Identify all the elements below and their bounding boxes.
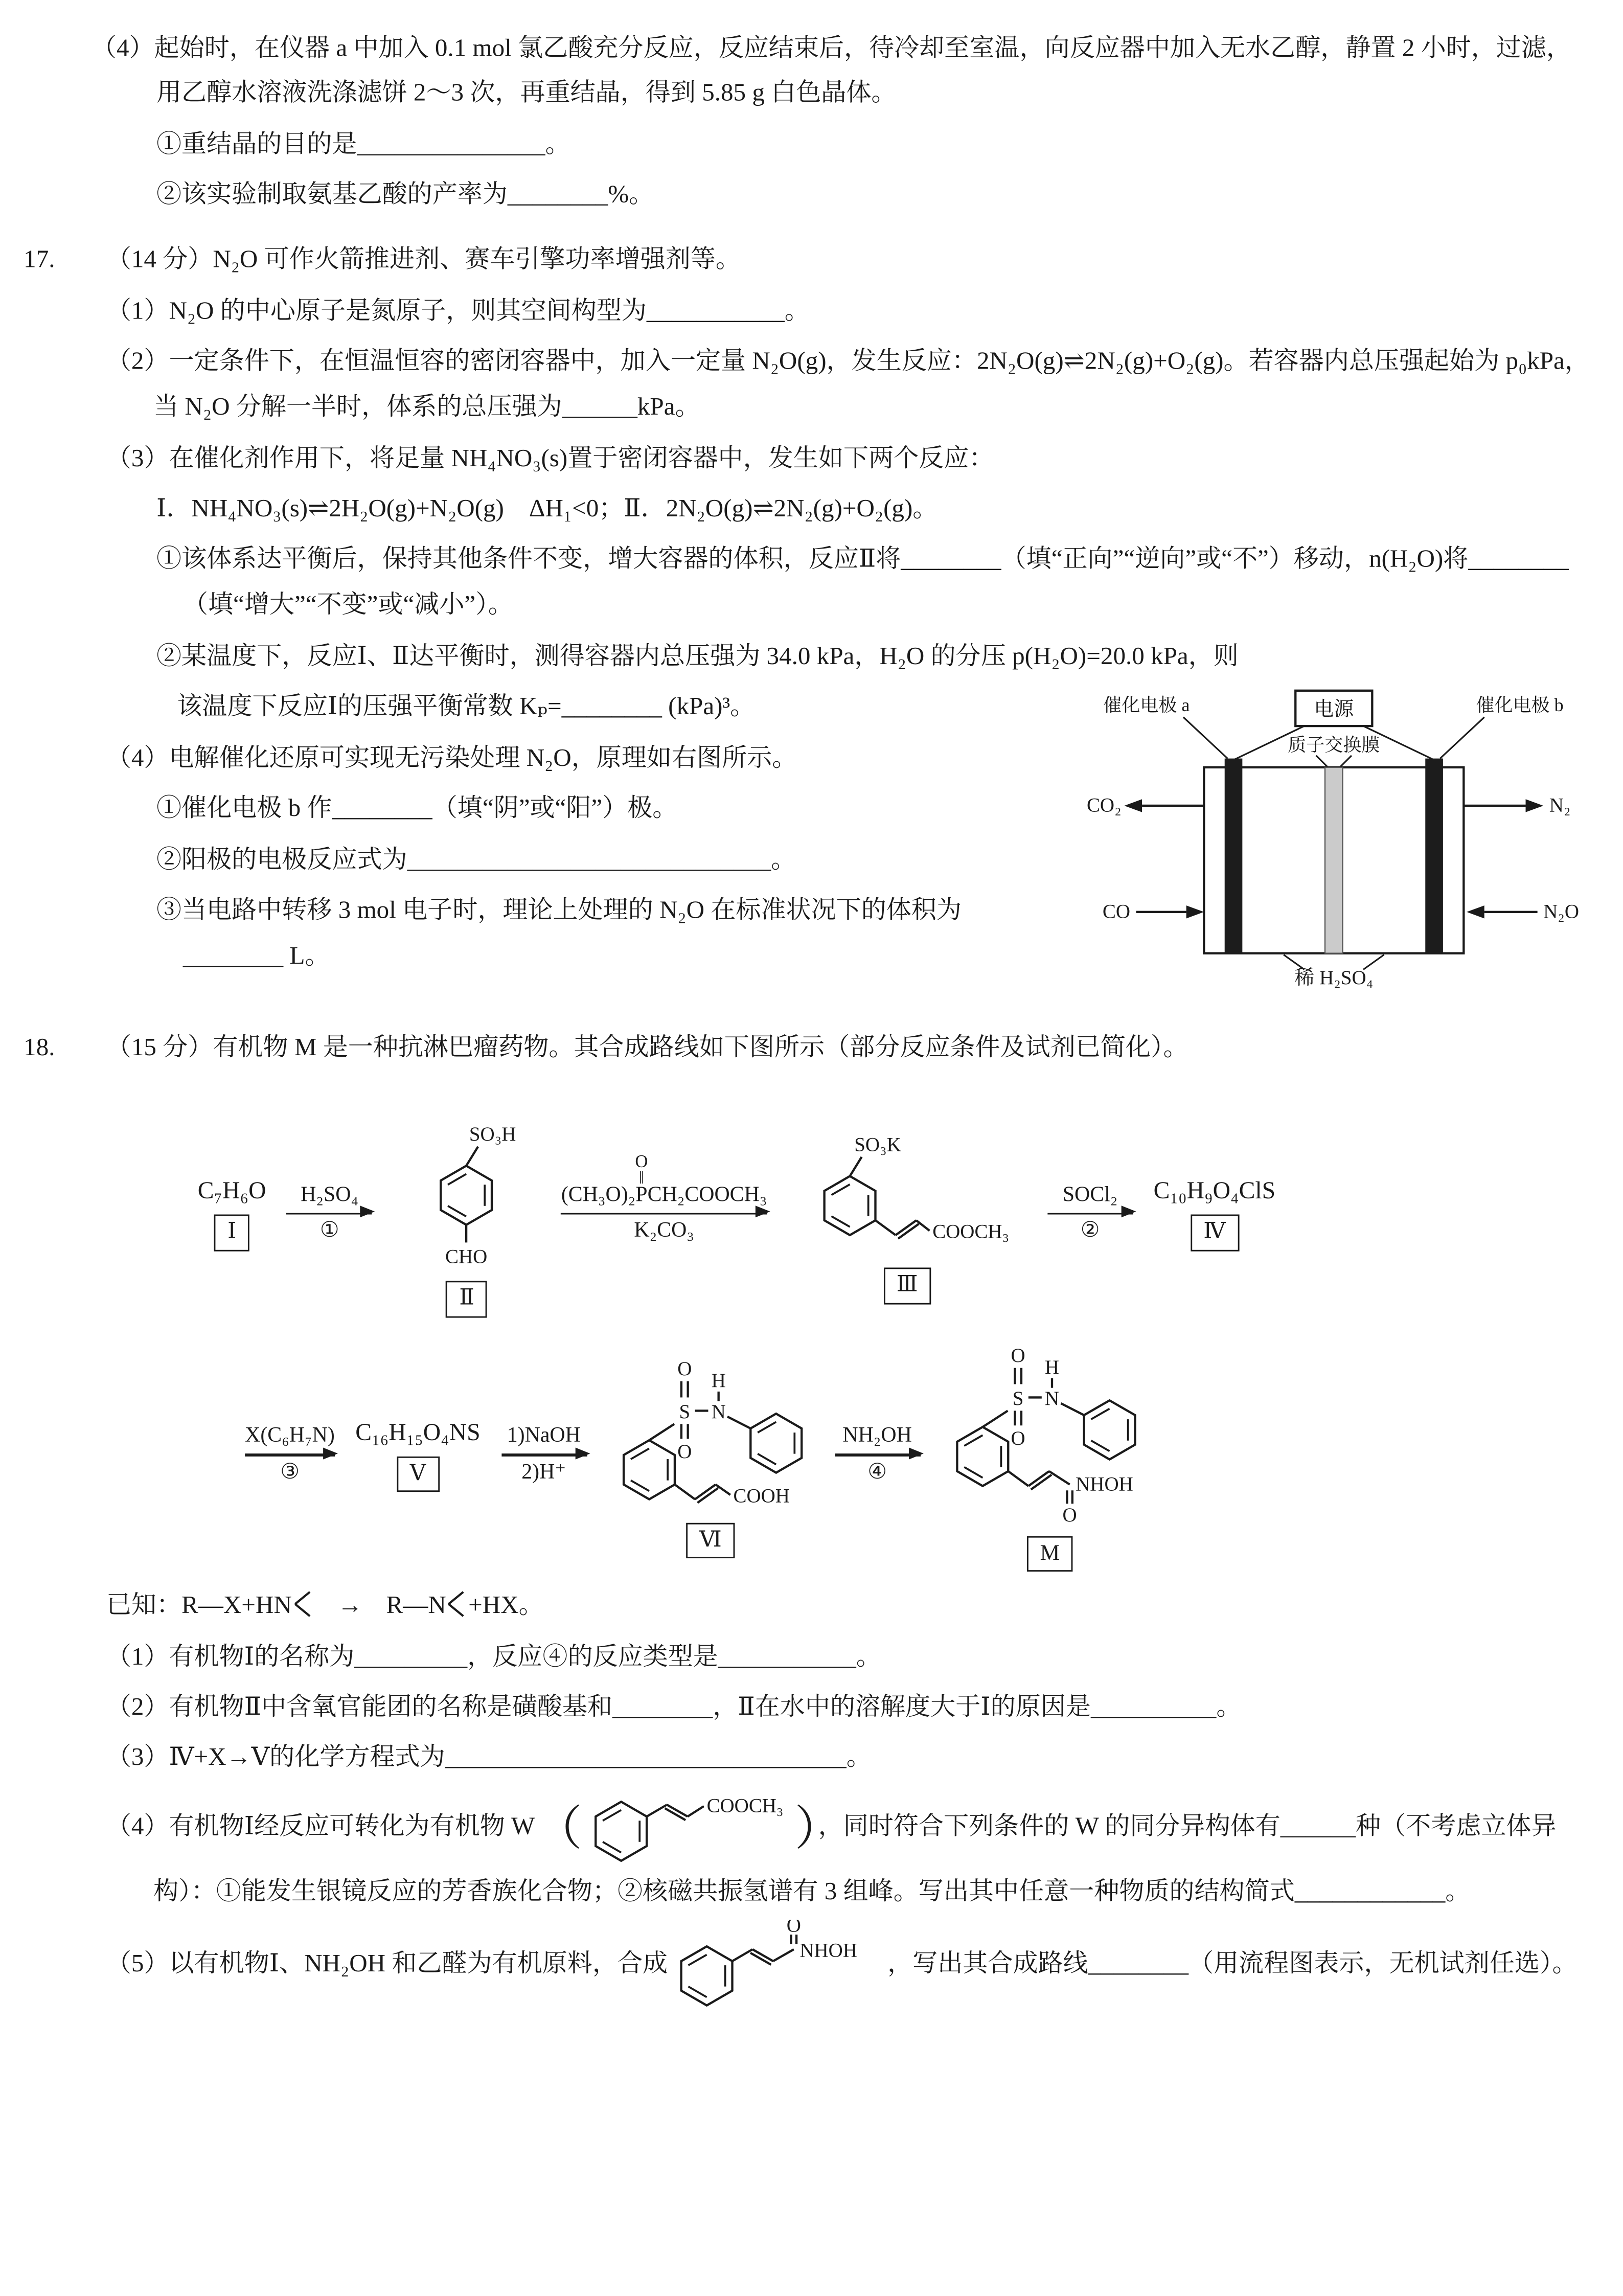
benzene-ring-icon [1083, 1400, 1134, 1459]
cho-label: CHO [445, 1246, 488, 1268]
q17-stem: （14 分）N₂O 可作火箭推进剂、赛车引擎功率增强剂等。 [106, 245, 741, 274]
reagent-nh2oh: NH₂OH [842, 1424, 912, 1448]
cooh-label: COOH [733, 1484, 789, 1507]
reagent-phosphonate [561, 1151, 767, 1208]
question-18 [24, 1026, 1593, 2012]
close-paren: ） [794, 1801, 818, 1855]
compound-V [355, 1418, 480, 1492]
q18-sub4-lead: （4）有机物Ⅰ经反应可转化为有机物 W [106, 1811, 535, 1840]
arrow-shaft-icon [561, 1212, 767, 1215]
q17-sub1: （1）N₂O 的中心原子是氮原子，则其空间构型为___________。 [106, 296, 810, 325]
scheme-row-2 [245, 1338, 1593, 1572]
catalytic-electrode-b-label: 催化电极 b [1476, 695, 1564, 716]
compound-V-formula: C₁₆H₁₅O₄NS [355, 1417, 481, 1446]
structure-target-5 [671, 1920, 885, 2012]
coome-label: COOCH₃ [932, 1221, 1009, 1243]
q17-sub3: （3）在催化剂作用下，将足量 NH₄NO₃(s)置于密闭容器中，发生如下两个反应： [106, 443, 994, 472]
structure-II [393, 1110, 541, 1272]
coome-label: COOCH₃ [706, 1794, 783, 1817]
scheme-arrow-5 [501, 1424, 586, 1485]
s-atom-label: S [678, 1400, 690, 1422]
step-3-label: ③ [280, 1460, 300, 1484]
q18-header [24, 1026, 1593, 1072]
step-1-label: ① [319, 1219, 339, 1243]
known-hx: +HX。 [468, 1590, 544, 1619]
n-atom-label: N [711, 1400, 725, 1422]
q17-header [24, 238, 1593, 283]
benzene-ring-icon [680, 1947, 732, 2006]
q18-sub5-rest: ，写出其合成路线________（用流程图表示，无机试剂任选）。 [887, 1949, 1578, 1978]
co2-arrow-head [1124, 800, 1142, 812]
q17-sub3-item1: ①该体系达平衡后，保持其他条件不变，增大容器的体积，反应Ⅱ将________（填“正向”“逆向”或“不”）移动，n(H₂O)将________（填“增大”“不变”或“减小”）。 [156, 545, 1569, 619]
co2-label: CO₂ [1086, 794, 1122, 817]
scheme-row-1 [198, 1110, 1594, 1317]
question-16-part4 [24, 26, 1593, 219]
open-paren: （ [535, 1801, 582, 1855]
arrow-shaft-icon [1047, 1212, 1133, 1215]
arrow-shaft-icon [245, 1453, 335, 1456]
q18-number: 18. [24, 1033, 55, 1061]
structure-III [788, 1123, 1027, 1259]
q17-sub4: （4）电解催化还原可实现无污染处理 N₂O，原理如右图所示。 [106, 743, 797, 771]
q18-sub5 [106, 1920, 1593, 2012]
o-atom-label: O [676, 1440, 692, 1462]
pointer-electrode-a [1183, 717, 1228, 759]
phosphonate-pre: (CH₃O)₂ [561, 1183, 636, 1207]
compound-I [198, 1176, 266, 1251]
phosphonate-post: CH₂COOCH₃ [647, 1183, 767, 1207]
q17-sub3-equations: Ⅰ．NH₄NO₃(s)⇌2H₂O(g)+N₂O(g) ΔH₁<0；Ⅱ．2N₂O(g)⇌2N₂(g)+O₂(g)。 [156, 494, 938, 522]
p-double-bond-o [635, 1151, 648, 1189]
n2-arrow-head [1526, 800, 1544, 812]
structure-W [585, 1787, 792, 1870]
proton-exchange-membrane-label: 质子交换膜 [1288, 735, 1380, 756]
carbonyl-o-label: O [1062, 1503, 1077, 1526]
carbonyl-o-label: O [786, 1920, 801, 1937]
q17-tail-with-figure [24, 685, 1593, 1007]
electrode-b-bar [1425, 759, 1443, 953]
reagent-k2co3: K₂CO₃ [634, 1219, 694, 1243]
h-atom-label: H [711, 1369, 725, 1392]
q18-sub4-rest: ，同时符合下列条件的 W 的同分异构体有______种（不考虑立体异构）：①能发生银镜反应的芳香族化合物；②核磁共振氢谱有 3 组峰。写出其中任意一种物质的结构简式____________。 [153, 1811, 1557, 1905]
benzene-ring-icon [956, 1426, 1008, 1485]
reagent-x-amine: X(C₆H₇N) [245, 1424, 335, 1448]
scheme-arrow-2 [561, 1151, 767, 1243]
compound-IV-tag: Ⅳ [1190, 1215, 1239, 1251]
reagent-naoh: 1)NaOH [507, 1424, 581, 1448]
reagent-socl2: SOCl₂ [1062, 1183, 1118, 1207]
q18-sub2: （2）有机物Ⅱ中含氧官能团的名称是磺酸基和________，Ⅱ在水中的溶解度大于Ⅰ的原因是__________。 [106, 1692, 1242, 1721]
dilute-h2so4-label: 稀 H₂SO₄ [1294, 967, 1374, 989]
benzene-ring-icon [623, 1440, 674, 1498]
pointer-membrane-left [1316, 756, 1328, 767]
electrode-a-bar [1225, 759, 1243, 953]
q18-stem: （15 分）有机物 M 是一种抗淋巴瘤药物。其合成路线如下图所示（部分反应条件及试剂已简化）。 [106, 1033, 1188, 1061]
benzene-ring-icon [824, 1176, 875, 1235]
benzene-ring-icon [441, 1166, 492, 1225]
compound-II-tag: Ⅱ [446, 1281, 487, 1317]
compound-III [788, 1123, 1027, 1304]
proton-exchange-membrane [1325, 767, 1343, 953]
compound-IV [1154, 1176, 1275, 1251]
arrow-shaft-icon [834, 1453, 920, 1456]
o-above-p: O [635, 1151, 648, 1172]
q17-sub2: （2）一定条件下，在恒温恒容的密闭容器中，加入一定量 N₂O(g)，发生反应：2N₂O(g)⇌2N₂(g)+O₂(g)。若容器内总压强起始为 p₀kPa，当 N₂O 分解一半时，体系的总压强为______kPa。 [106, 347, 1590, 421]
o-atom-label: O [1010, 1426, 1025, 1449]
nhoh-label: NHOH [1075, 1472, 1133, 1495]
pointer-electrode-b [1440, 717, 1484, 759]
known-right: R—N [386, 1590, 446, 1619]
pointer-solution-left [1284, 955, 1304, 970]
synthesis-scheme [24, 1110, 1593, 1572]
q17-number: 17. [24, 245, 55, 274]
so3k-label: SO₃K [854, 1133, 901, 1156]
double-bond-mark: ‖ [639, 1168, 644, 1189]
pointer-solution-right [1363, 955, 1384, 970]
scheme-arrow-1 [287, 1183, 372, 1243]
so3h-label: SO₃H [469, 1123, 517, 1146]
h-atom-label: H [1044, 1356, 1059, 1378]
reagent-h-plus: 2)H⁺ [521, 1460, 566, 1484]
electrolysis-cell-figure [1080, 688, 1593, 998]
p-atom: P [635, 1183, 648, 1207]
question-17 [24, 238, 1593, 1007]
q17-sub4-item3: ③当电路中转移 3 mol 电子时，理论上处理的 N₂O 在标准状况下的体积为________ L。 [156, 895, 962, 970]
step-2-label: ② [1080, 1219, 1100, 1243]
compound-I-tag: Ⅰ [214, 1215, 249, 1251]
scheme-arrow-4 [245, 1424, 335, 1485]
benzene-ring-icon [750, 1413, 801, 1472]
s-atom-label: S [1012, 1386, 1023, 1409]
compound-M [941, 1338, 1159, 1572]
n2o-arrow-head [1467, 906, 1484, 919]
phosphonate-p-stack [635, 1151, 648, 1208]
compound-II [393, 1110, 541, 1317]
q18-sub4 [106, 1787, 1593, 1915]
co-arrow-head [1186, 906, 1204, 919]
co-label: CO [1102, 900, 1130, 923]
scheme-arrow-3 [1047, 1183, 1133, 1243]
n2o-label: N₂O [1543, 900, 1580, 923]
structure-VI [607, 1351, 814, 1514]
benzene-ring-icon [595, 1802, 646, 1860]
q18-sub5-lead: （5）以有机物Ⅰ、NH₂OH 和乙醛为有机原料，合成 [106, 1949, 668, 1978]
arrow-shaft-icon [287, 1212, 372, 1215]
q17-sub3-item2-line2: 该温度下反应Ⅰ的压强平衡常数 Kₚ=________ (kPa)³。 [177, 692, 756, 721]
catalytic-electrode-a-label: 催化电极 a [1103, 695, 1190, 716]
arrow-shaft-icon [501, 1453, 586, 1456]
compound-VI-tag: Ⅵ [686, 1522, 735, 1559]
q17-sub3-item2-line1: ②某温度下，反应Ⅰ、Ⅱ达平衡时，测得容器内总压强为 34.0 kPa，H₂O 的分压 p(H₂O)=20.0 kPa，则 [156, 641, 1239, 670]
compound-III-tag: Ⅲ [883, 1268, 931, 1304]
two-bond-angle-icon [293, 1589, 311, 1619]
power-source-label: 电源 [1314, 698, 1354, 721]
o-atom-label: O [1010, 1344, 1025, 1367]
compound-M-tag: M [1027, 1536, 1073, 1572]
q17-sub4-item1: ①催化电极 b 作________（填“阴”或“阳”）极。 [156, 794, 678, 822]
reagent-h2so4: H₂SO₄ [301, 1183, 359, 1207]
q17-sub4-item2: ②阳极的电极反应式为_____________________________。 [156, 845, 796, 873]
compound-IV-formula: C₁₀H₉O₄ClS [1153, 1176, 1276, 1204]
compound-VI [607, 1351, 814, 1559]
n2-label: N₂ [1549, 794, 1571, 817]
q18-known-condition [106, 1583, 1593, 1629]
known-left: 已知：R—X+HN [106, 1590, 292, 1619]
compound-V-tag: Ⅴ [397, 1456, 439, 1492]
q16-part4-item1: ①重结晶的目的是_______________。 [156, 129, 570, 158]
q18-sub1: （1）有机物Ⅰ的名称为_________，反应④的反应类型是___________。 [106, 1642, 881, 1670]
nhoh-label: NHOH [798, 1940, 857, 1962]
reaction-arrow: → [337, 1590, 363, 1619]
q18-sub3: （3）Ⅳ+X→Ⅴ的化学方程式为________________________________。 [106, 1743, 872, 1771]
scheme-arrow-6 [834, 1424, 920, 1485]
o-atom-label: O [676, 1357, 692, 1380]
n-atom-label: N [1044, 1386, 1059, 1409]
q16-part4-item2: ②该实验制取氨基乙酸的产率为________%。 [156, 180, 654, 209]
step-4-label: ④ [867, 1460, 887, 1484]
two-bond-angle-icon [448, 1589, 466, 1619]
pointer-membrane-right [1340, 756, 1352, 767]
q16-part4-stem: （4）起始时，在仪器 a 中加入 0.1 mol 氯乙酸充分反应，反应结束后，待冷却至室温，向反应器中加入无水乙醇，静置 2 小时，过滤，用乙醇水溶液洗涤滤饼 2～3 次，再重结晶，得到 5.85 g 白色晶体。 [91, 33, 1572, 107]
electrolysis-cell-diagram [1080, 688, 1593, 991]
compound-I-formula: C₇H₆O [197, 1176, 266, 1204]
structure-M [941, 1338, 1159, 1527]
